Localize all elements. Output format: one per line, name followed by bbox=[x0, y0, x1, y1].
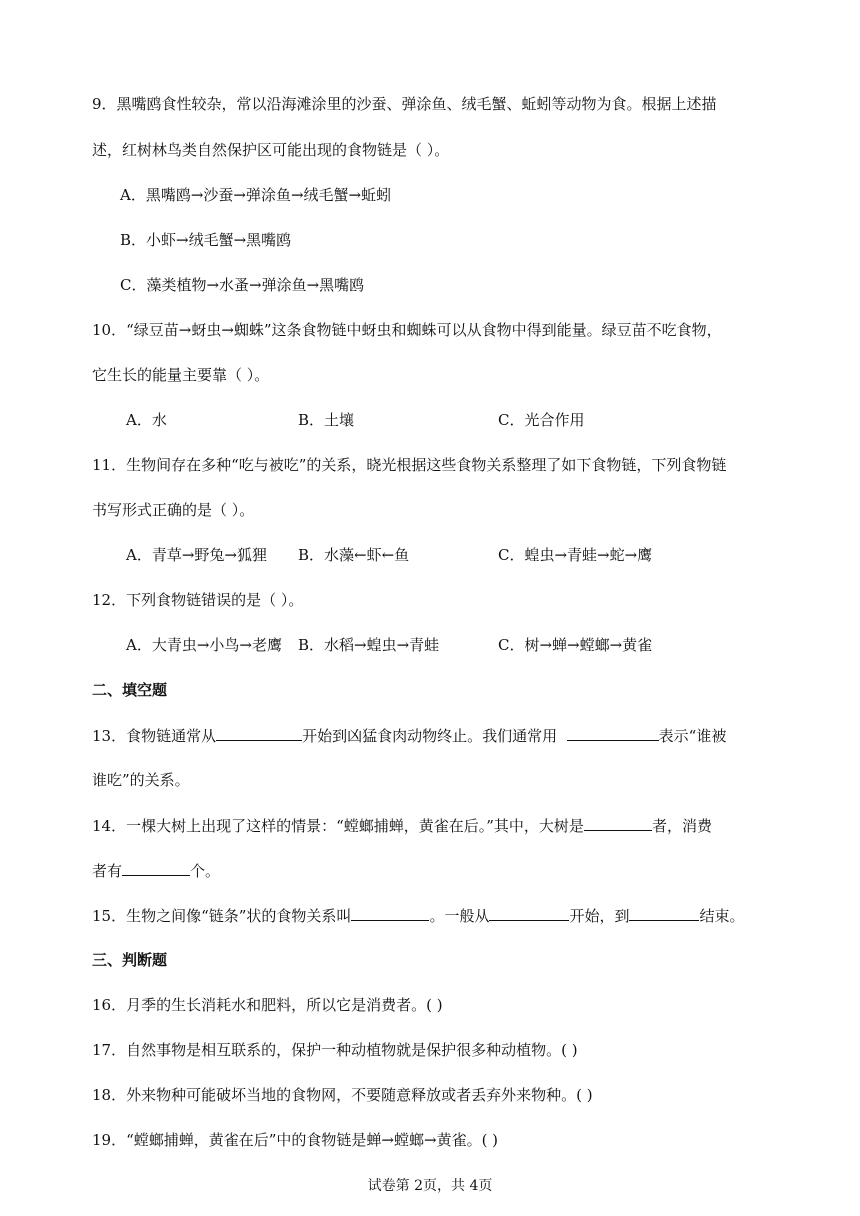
q10-option-a: A．水 bbox=[126, 411, 167, 429]
q12-stem: 12．下列食物链错误的是（ ）。 bbox=[92, 591, 304, 609]
q10-stem-line2: 它生长的能量主要靠（ ）。 bbox=[92, 366, 270, 384]
q10-option-c: C．光合作用 bbox=[498, 411, 585, 429]
q13-line1 bbox=[92, 725, 726, 746]
q17: 17．自然事物是相互联系的，保护一种动植物就是保护很多种动植物。( ) bbox=[92, 1041, 578, 1059]
q14-text-4: 个。 bbox=[190, 862, 221, 880]
page-footer: 试卷第 2页，共 4页 bbox=[367, 1178, 493, 1194]
q11-option-c: C．蝗虫→青蛙→蛇→鹰 bbox=[498, 546, 653, 564]
q15-text-4: 结束。 bbox=[699, 907, 745, 925]
q13-blank-2[interactable] bbox=[567, 725, 659, 741]
q11-option-a: A．青草→野兔→狐狸 bbox=[126, 546, 267, 564]
q12-option-b: B．水稻→蝗虫→青蛙 bbox=[298, 636, 440, 654]
q9-option-a: A．黑嘴鸥→沙蚕→弹涂鱼→绒毛蟹→蚯蚓 bbox=[120, 186, 392, 204]
q15-text-1: 15．生物之间像“链条”状的食物关系叫 bbox=[92, 907, 352, 925]
q10-stem-line1: 10．“绿豆苗→蚜虫→蜘蛛”这条食物链中蚜虫和蜘蛛可以从食物中得到能量。绿豆苗不吃食物， bbox=[92, 321, 722, 339]
q15-blank-2[interactable] bbox=[489, 905, 569, 921]
q15-blank-3[interactable] bbox=[629, 905, 699, 921]
q12-option-a: A．大青虫→小鸟→老鹰 bbox=[126, 636, 282, 654]
q9-stem-line1: 9．黑嘴鸥食性较杂，常以沿海滩涂里的沙蚕、弹涂鱼、绒毛蟹、蚯蚓等动物为食。根据上述描 bbox=[92, 95, 717, 113]
q14-line1 bbox=[92, 815, 712, 836]
q9-option-c: C．藻类植物→水蚤→弹涂鱼→黑嘴鸥 bbox=[120, 276, 365, 294]
q14-blank-2[interactable] bbox=[122, 860, 190, 876]
q14-text-3: 者有 bbox=[92, 862, 123, 880]
section-fill-in-heading: 二、填空题 bbox=[92, 681, 168, 699]
q18: 18．外来物种可能破坏当地的食物网，不要随意释放或者丢弃外来物种。( ) bbox=[92, 1086, 593, 1104]
q15-blank-1[interactable] bbox=[351, 905, 429, 921]
q15-text-2: 。一般从 bbox=[429, 907, 490, 925]
q15-text-3: 开始，到 bbox=[569, 907, 630, 925]
q9-stem-line2: 述，红树林鸟类自然保护区可能出现的食物链是（ ）。 bbox=[92, 141, 450, 159]
q13-blank-1[interactable] bbox=[216, 725, 302, 741]
q12-option-c: C．树→蝉→螳螂→黄雀 bbox=[498, 636, 653, 654]
q11-stem-line1: 11．生物间存在多种“吃与被吃”的关系，晓光根据这些食物关系整理了如下食物链，下列食物链 bbox=[92, 456, 727, 474]
q11-stem-line2: 书写形式正确的是（ ）。 bbox=[92, 501, 255, 519]
q13-text-1: 13．食物链通常从 bbox=[92, 727, 217, 745]
q13-line2: 谁吃”的关系。 bbox=[92, 771, 190, 789]
q14-blank-1[interactable] bbox=[584, 815, 652, 831]
section-judgment-heading: 三、判断题 bbox=[92, 951, 168, 969]
q14-text-1: 14．一棵大树上出现了这样的情景：“螳螂捕蝉，黄雀在后。”其中，大树是 bbox=[92, 817, 584, 835]
q19: 19．“螳螂捕蝉，黄雀在后”中的食物链是蝉→螳螂→黄雀。( ) bbox=[92, 1131, 499, 1149]
q14-line2 bbox=[92, 860, 220, 881]
q15-line bbox=[92, 905, 744, 926]
q11-option-b: B．水藻←虾←鱼 bbox=[298, 546, 410, 564]
q13-text-3: 表示“谁被 bbox=[658, 727, 727, 745]
q13-text-2: 开始到凶猛食肉动物终止。我们通常用 bbox=[302, 727, 558, 745]
q10-option-b: B．土壤 bbox=[298, 411, 355, 429]
q14-text-2: 者，消费 bbox=[651, 817, 712, 835]
q9-option-b: B．小虾→绒毛蟹→黑嘴鸥 bbox=[120, 231, 292, 249]
q16: 16．月季的生长消耗水和肥料，所以它是消费者。( ) bbox=[92, 996, 443, 1014]
